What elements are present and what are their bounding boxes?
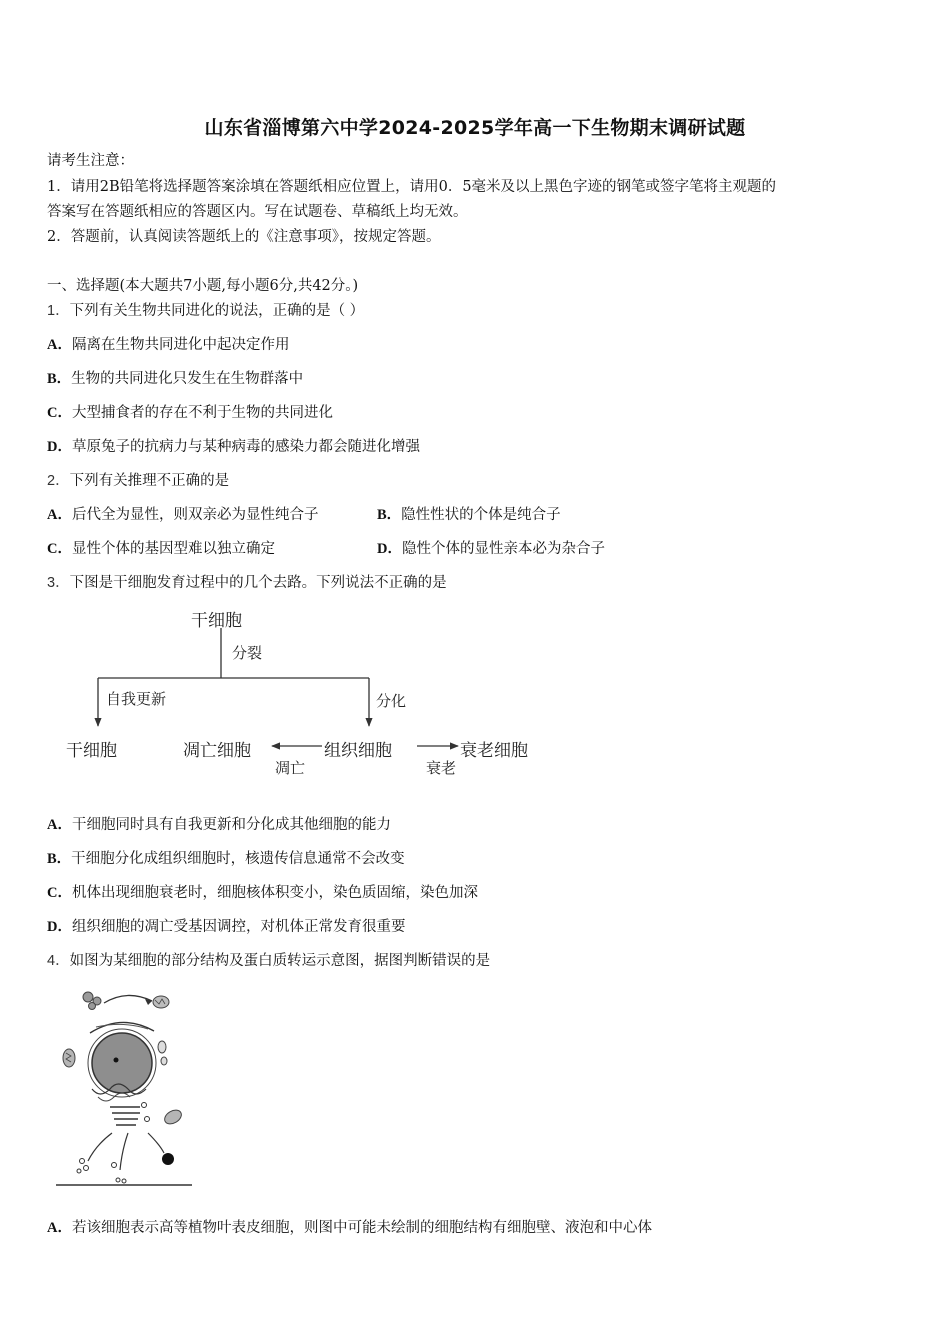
vesicle-cluster	[83, 992, 101, 1010]
notice-heading: 请考生注意：	[47, 153, 134, 169]
q3-option-d[interactable]	[47, 917, 405, 937]
diagram-aging-cell: 衰老细胞	[460, 741, 528, 761]
question-number: 4．	[47, 953, 70, 969]
secretion-path	[88, 1133, 112, 1161]
golgi-apparatus	[110, 1107, 140, 1125]
option-text: 隔离在生物共同进化中起决定作用	[71, 337, 290, 353]
notice-item-1-line-2: 答案写在答题纸相应的答题区内。写在试题卷、草稿纸上均无效。	[47, 204, 468, 220]
section-heading: 一、选择题(本大题共7小题,每小题6分,共42分。)	[47, 278, 359, 294]
transport-arrow-top	[104, 995, 152, 1003]
notice-item-2: 2．答题前，认真阅读答题纸上的《注意事项》，按规定答题。	[47, 229, 441, 245]
q3-option-c[interactable]	[47, 883, 478, 903]
q1-option-b[interactable]	[47, 369, 303, 389]
option-letter: B．	[377, 507, 402, 523]
question-stem: 下图是干细胞发育过程中的几个去路。下列说法不正确的是	[69, 575, 447, 591]
nucleolus	[114, 1058, 119, 1063]
question-stem: 下列有关生物共同进化的说法，正确的是（ ）	[69, 303, 365, 319]
diagram-tissue-cell: 组织细胞	[324, 741, 392, 761]
question-stem: 如图为某细胞的部分结构及蛋白质转运示意图，据图判断错误的是	[69, 953, 491, 969]
question-number: 3．	[47, 575, 70, 591]
option-letter: C．	[47, 885, 72, 901]
question-2	[47, 471, 229, 491]
option-text: 后代全为显性，则双亲必为显性纯合子	[71, 507, 319, 523]
option-letter: C．	[47, 405, 72, 421]
q1-option-a[interactable]	[47, 335, 289, 355]
question-3	[47, 573, 447, 593]
option-text: 干细胞同时具有自我更新和分化成其他细胞的能力	[71, 817, 391, 833]
diagram-split-label: 分裂	[232, 644, 263, 662]
q2-option-c[interactable]	[47, 539, 275, 559]
q3-option-b[interactable]	[47, 849, 405, 869]
option-text: 隐性性状的个体是纯合子	[401, 507, 561, 523]
option-letter: C．	[47, 541, 72, 557]
option-letter: D．	[47, 919, 72, 935]
option-text: 若该细胞表示高等植物叶表皮细胞，则图中可能未绘制的细胞结构有细胞壁、液泡和中心体	[71, 1220, 652, 1236]
option-letter: D．	[47, 439, 72, 455]
diagram-stem-cell-result: 干细胞	[66, 741, 117, 761]
option-letter: A．	[47, 1220, 72, 1236]
diagram-top-stem-cell: 干细胞	[191, 611, 242, 631]
q2-option-a[interactable]	[47, 505, 318, 525]
option-text: 组织细胞的凋亡受基因调控，对机体正常发育很重要	[71, 919, 406, 935]
option-letter: A．	[47, 507, 72, 523]
q1-option-c[interactable]	[47, 403, 333, 423]
mitochondrion-right	[162, 1107, 184, 1126]
nucleus	[92, 1033, 152, 1093]
q1-option-d[interactable]	[47, 437, 420, 457]
diagram-apoptosis-label: 凋亡	[275, 759, 306, 777]
q3-option-a[interactable]	[47, 815, 391, 835]
diagram-aging-label: 衰老	[426, 759, 457, 777]
option-text: 大型捕食者的存在不利于生物的共同进化	[71, 405, 333, 421]
option-letter: B．	[47, 851, 72, 867]
question-1	[47, 301, 364, 321]
option-letter: A．	[47, 817, 72, 833]
q4-option-a[interactable]	[47, 1218, 652, 1238]
question-number: 2．	[47, 473, 70, 489]
diagram-self-renew-label: 自我更新	[106, 690, 167, 708]
question-number: 1．	[47, 303, 70, 319]
option-text: 机体出现细胞衰老时，细胞核体积变小，染色质固缩，染色加深	[71, 885, 478, 901]
option-text: 生物的共同进化只发生在生物群落中	[71, 371, 304, 387]
option-letter: A．	[47, 337, 72, 353]
question-4	[47, 951, 490, 971]
q2-option-b[interactable]	[377, 505, 561, 525]
option-letter: D．	[377, 541, 402, 557]
q2-option-d[interactable]	[377, 539, 605, 559]
notice-item-1-line-1: 1．请用2B铅笔将选择题答案涂填在答题纸相应位置上，请用0．5毫米及以上黑色字迹的钢笔或签字笔将主观题的	[47, 179, 777, 195]
question-stem: 下列有关推理不正确的是	[69, 473, 230, 489]
mitochondrion-top	[153, 996, 169, 1008]
option-letter: B．	[47, 371, 72, 387]
mitochondrion-left	[63, 1049, 75, 1067]
stem-cell-diagram	[60, 600, 560, 790]
option-text: 显性个体的基因型难以独立确定	[71, 541, 275, 557]
option-text: 隐性个体的显性亲本必为杂合子	[401, 541, 605, 557]
page-title: 山东省淄博第六中学2024-2025学年高一下生物期末调研试题	[204, 117, 746, 139]
cell-structure-figure	[52, 985, 197, 1190]
diagram-apoptosis-cell: 凋亡细胞	[183, 741, 251, 761]
option-text: 草原兔子的抗病力与某种病毒的感染力都会随进化增强	[71, 439, 420, 455]
option-text: 干细胞分化成组织细胞时，核遗传信息通常不会改变	[71, 851, 405, 867]
lysosome	[162, 1153, 174, 1165]
diagram-differentiate-label: 分化	[376, 692, 407, 710]
